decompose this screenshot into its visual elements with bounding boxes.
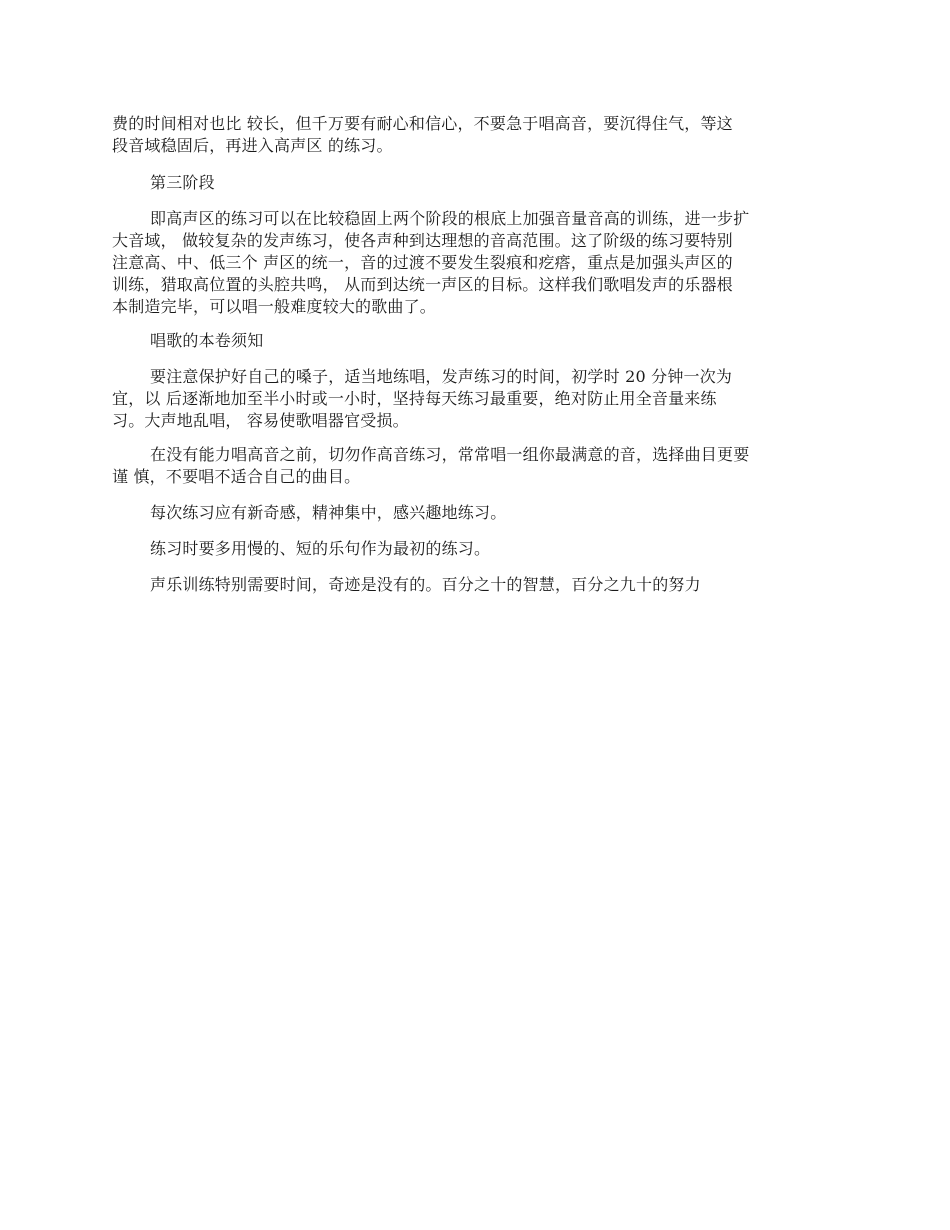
paragraph-line: 要注意保护好自己的嗓子，适当地练唱，发声练习的时间，初学时 20 分钟一次为: [150, 367, 733, 386]
paragraph-line: 训练，猎取高位置的头腔共鸣， 从而到达统一声区的目标。这样我们歌唱发声的乐器根: [112, 275, 733, 294]
section-heading: 唱歌的本卷须知: [150, 331, 264, 350]
paragraph-line: 注意高、中、低三个 声区的统一，音的过渡不要发生裂痕和疙瘩，重点是加强头声区的: [112, 253, 733, 272]
paragraph-line: 谨 慎，不要唱不适合自己的曲目。: [112, 467, 361, 486]
paragraph-line: 即高声区的练习可以在比较稳固上两个阶段的根底上加强音量音高的训练，进一步扩: [150, 209, 750, 228]
paragraph-line: 宜，以 后逐渐地加至半小时或一小时，坚持每天练习最重要，绝对防止用全音量来练: [112, 389, 717, 408]
paragraph-line: 每次练习应有新奇感，精神集中，感兴趣地练习。: [150, 503, 507, 522]
paragraph-line: 大音域， 做较复杂的发声练习，使各声种到达理想的音高范围。这了阶级的练习要特别: [112, 231, 733, 250]
paragraph-line: 声乐训练特别需要时间，奇迹是没有的。百分之十的智慧，百分之九十的努力: [150, 575, 701, 594]
paragraph-line: 费的时间相对也比 较长，但千万要有耐心和信心，不要急于唱高音，要沉得住气，等这: [112, 114, 733, 133]
section-heading: 第三阶段: [150, 173, 215, 192]
paragraph-line: 在没有能力唱高音之前，切勿作高音练习，常常唱一组你最满意的音，选择曲目更要: [150, 445, 750, 464]
paragraph-line: 练习时要多用慢的、短的乐句作为最初的练习。: [150, 539, 491, 558]
paragraph-line: 段音域稳固后，再进入高声区 的练习。: [112, 136, 393, 155]
paragraph-line: 习。大声地乱唱， 容易使歌唱器官受损。: [112, 411, 409, 430]
paragraph-line: 本制造完毕，可以唱一般难度较大的歌曲了。: [112, 297, 437, 316]
